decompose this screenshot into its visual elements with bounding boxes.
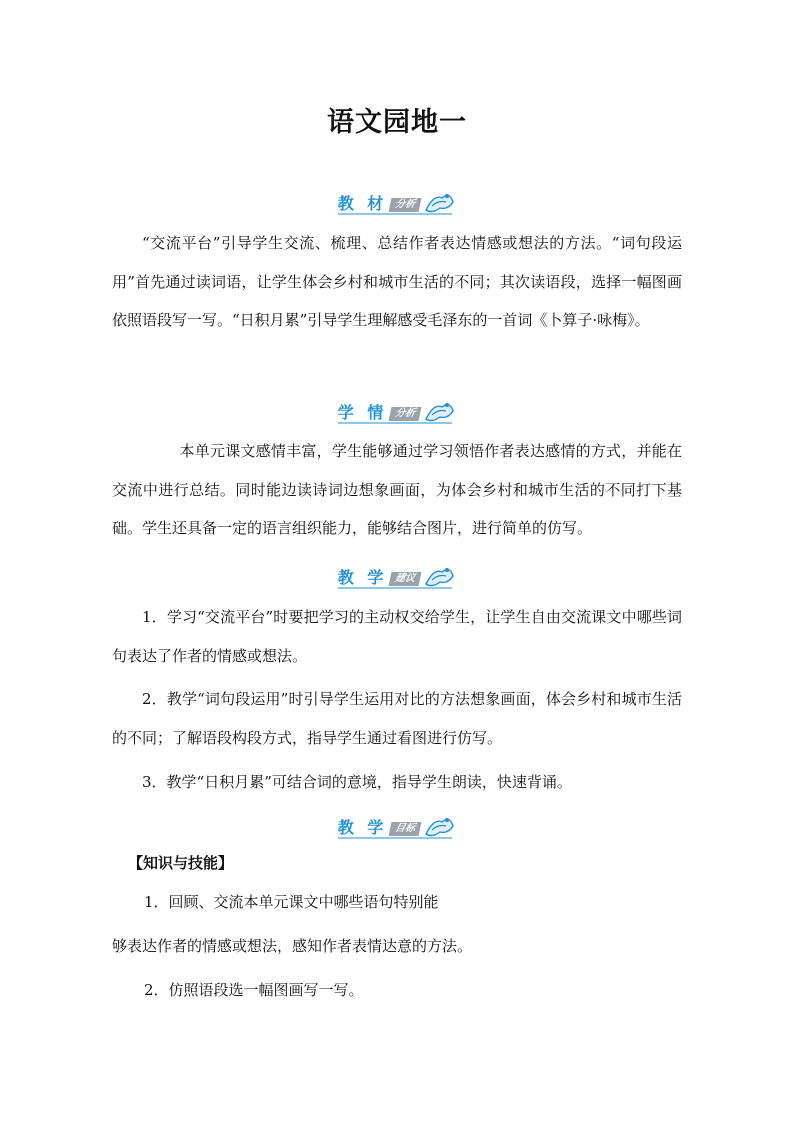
book-doodle-icon [422, 812, 456, 840]
book-doodle-icon [422, 397, 456, 425]
section-banner-teaching-suggestions [0, 560, 794, 590]
section-banner-student-analysis [0, 395, 794, 425]
banner-underline [338, 837, 453, 839]
book-doodle-icon [422, 562, 456, 590]
suggestion-item-3: 3．教学“日积月累”可结合词的意境，指导学生朗读，快速背诵。 [142, 773, 572, 791]
goal-item-1-line-2: 够表达作者的情感或想法，感知作者表情达意的方法。 [112, 937, 473, 955]
banner-tag: 建议 [389, 572, 422, 586]
goal-item-2: 2．仿照语段选一幅图画写一写。 [144, 981, 364, 999]
section-banner-teaching-goals [0, 810, 794, 840]
banner-underline [338, 587, 453, 589]
book-doodle-icon [422, 188, 456, 216]
section-banner-textbook-analysis [0, 186, 794, 216]
banner-main-text: 教 学 [337, 568, 388, 587]
banner-main-text: 学 情 [337, 403, 388, 422]
banner-main-text: 教 材 [337, 194, 388, 213]
banner-main-text: 教 学 [337, 818, 388, 837]
knowledge-skills-heading: 【知识与技能】 [128, 854, 234, 872]
banner-underline [338, 422, 453, 424]
student-analysis-paragraph: 本单元课文感情丰富，学生能够通过学习领悟作者表达感情的方式，并能在交流中进行总结。同时能边读诗词边想象画面，为体会乡村和城市生活的不同打下基础。学生还具备一定的语言组织能力，能够结合图片，进行简单的仿写。 [112, 442, 682, 537]
page-title: 语文园地一 [327, 107, 467, 138]
textbook-analysis-paragraph: “交流平台”引导学生交流、梳理、总结作者表达情感或想法的方法。“词句段运用”首先通过读词语，让学生体会乡村和城市生活的不同；其次读语段，选择一幅图画依照语段写一写。“日积月累”引导学生理解感受毛泽东的一首词《卜算子·咏梅》。 [112, 234, 682, 329]
suggestion-item-2: 2．教学“词句段运用”时引导学生运用对比的方法想象画面，体会乡村和城市生活的不同；了解语段构段方式，指导学生通过看图进行仿写。 [112, 690, 682, 747]
banner-tag: 目标 [389, 822, 422, 836]
banner-underline [338, 213, 453, 215]
goal-item-1-line-1: 1．回顾、交流本单元课文中哪些语句特别能 [144, 893, 439, 911]
banner-tag: 分析 [389, 407, 422, 421]
suggestion-item-1: 1．学习“交流平台”时要把学习的主动权交给学生，让学生自由交流课文中哪些词句表达了作者的情感或想法。 [112, 608, 682, 665]
banner-tag: 分析 [389, 198, 422, 212]
